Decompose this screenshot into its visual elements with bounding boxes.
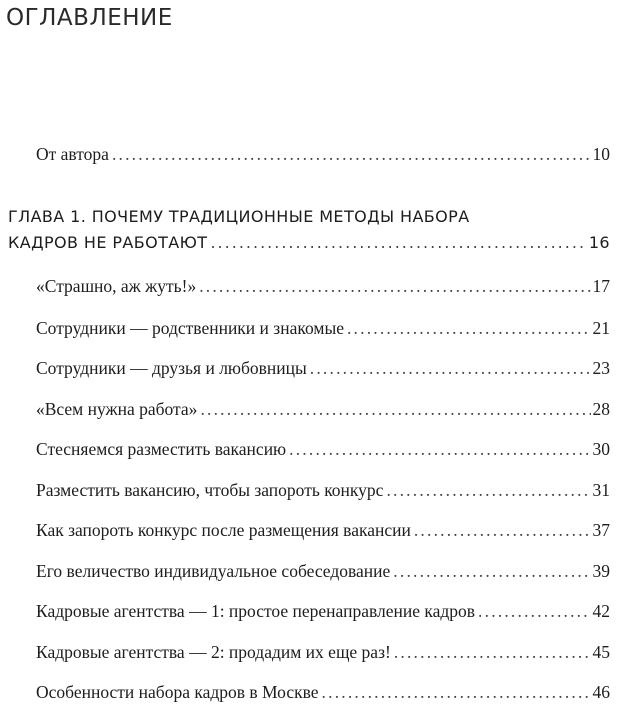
- toc-entry[interactable]: [36, 520, 610, 541]
- toc-page-number: 31: [592, 480, 610, 500]
- toc-entry-title: Особенности набора кадров в Москве: [36, 682, 319, 702]
- toc-page-number: 39: [592, 561, 610, 581]
- toc-entry-title: «Страшно, аж жуть!»: [36, 276, 197, 296]
- toc-heading: ОГЛАВЛЕНИЕ: [6, 5, 173, 31]
- toc-entry[interactable]: [36, 561, 610, 582]
- toc-page-number: 28: [592, 399, 610, 419]
- toc-entry[interactable]: [36, 358, 610, 379]
- dot-leader: [393, 561, 590, 582]
- toc-page-number: 10: [592, 144, 610, 164]
- toc-entry[interactable]: [36, 601, 610, 622]
- dot-leader: [199, 276, 590, 297]
- toc-page-number: 23: [592, 358, 610, 378]
- toc-page-number: 17: [592, 276, 610, 296]
- dot-leader: [289, 439, 590, 460]
- chapter-title-line-1[interactable]: ГЛАВА 1. ПОЧЕМУ ТРАДИЦИОННЫЕ МЕТОДЫ НАБОРА: [8, 207, 470, 226]
- dot-leader: [210, 233, 586, 252]
- dot-leader: [112, 144, 591, 165]
- toc-page-number: 21: [592, 318, 610, 338]
- toc-entry-chapter-1[interactable]: [8, 233, 610, 252]
- toc-entry-title: Кадровые агентства — 1: простое перенаправление кадров: [36, 601, 476, 621]
- toc-entry[interactable]: [36, 439, 610, 460]
- toc-entry[interactable]: [36, 642, 610, 663]
- toc-entry-title: Кадровые агентства — 2: продадим их еще раз!: [36, 642, 391, 662]
- toc-entry-title: «Всем нужна работа»: [36, 399, 198, 419]
- toc-entry-title: Сотрудники — родственники и знакомые: [36, 318, 344, 338]
- toc-entry-title: Его величество индивидуальное собеседование: [36, 561, 391, 581]
- dot-leader: [414, 520, 591, 541]
- toc-page-number: 37: [592, 520, 610, 540]
- toc-entry[interactable]: [36, 480, 610, 501]
- dot-leader: [200, 399, 590, 420]
- toc-page-number: 42: [592, 601, 610, 621]
- dot-leader: [310, 358, 591, 379]
- toc-entry-title: Как запороть конкурс после размещения вакансии: [36, 520, 411, 540]
- dot-leader: [386, 480, 590, 501]
- toc-page-number: 46: [592, 682, 610, 702]
- dot-leader: [347, 318, 591, 339]
- toc-entry-title: Разместить вакансию, чтобы запороть конкурс: [36, 480, 384, 500]
- dot-leader: [322, 682, 591, 703]
- dot-leader: [478, 601, 590, 622]
- toc-entry-title: Сотрудники — друзья и любовницы: [36, 358, 307, 378]
- toc-entry-preface[interactable]: [36, 144, 610, 165]
- toc-entry[interactable]: [36, 399, 610, 420]
- toc-page-number: 30: [592, 439, 610, 459]
- toc-entry[interactable]: [36, 318, 610, 339]
- toc-entry[interactable]: [36, 276, 610, 297]
- toc-page-number: 16: [588, 233, 610, 252]
- toc-entry-title: От автора: [36, 144, 109, 164]
- toc-page-number: 45: [592, 642, 610, 662]
- toc-entry[interactable]: [36, 682, 610, 703]
- chapter-title-line-2: КАДРОВ НЕ РАБОТАЮТ: [8, 233, 208, 252]
- toc-entry-title: Стесняемся разместить вакансию: [36, 439, 287, 459]
- dot-leader: [394, 642, 591, 663]
